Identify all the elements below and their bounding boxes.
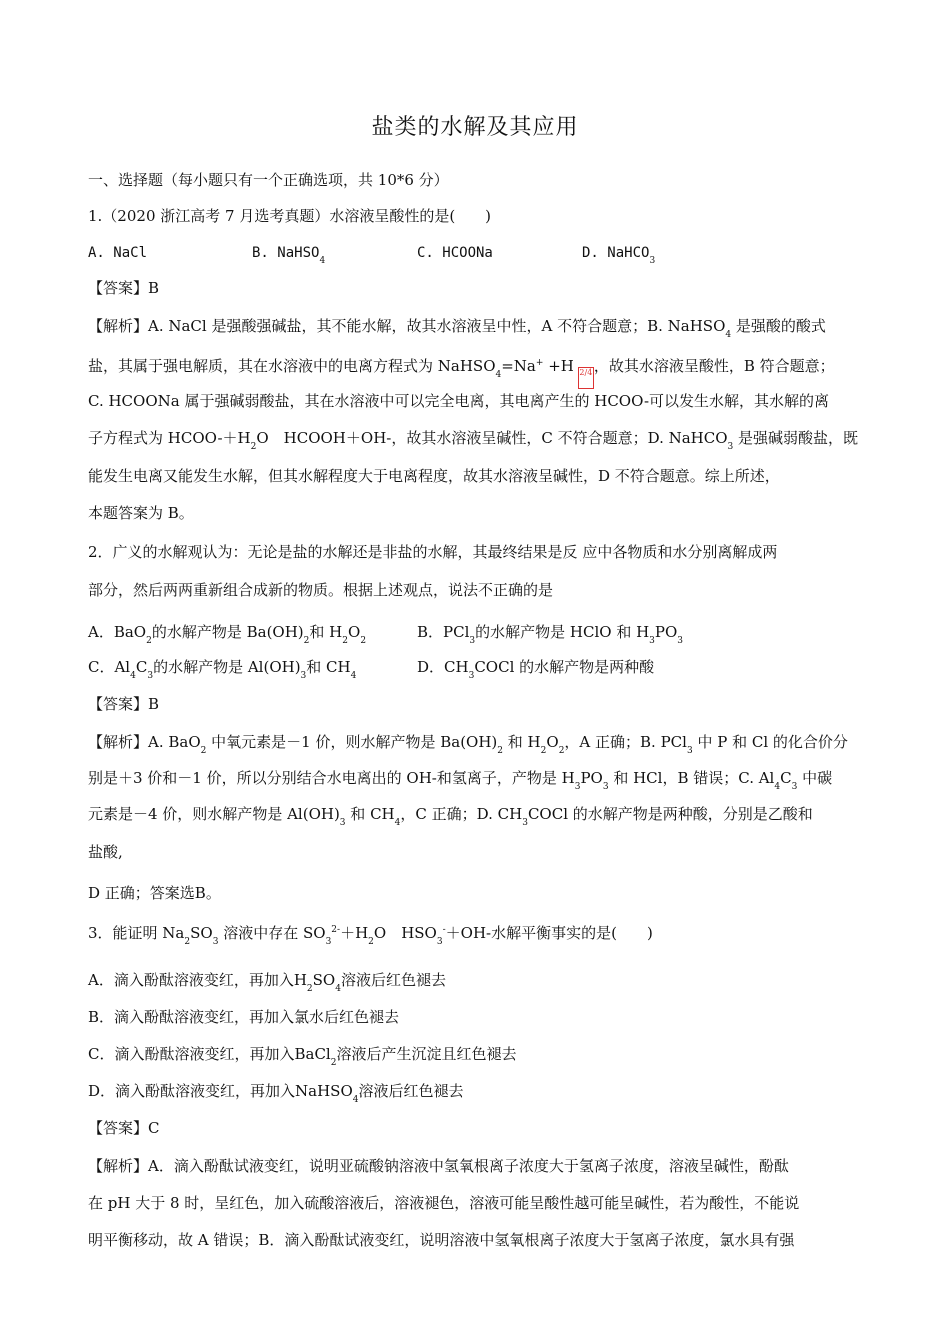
q1-option-d: D. NaHCO$_3$ xyxy=(582,245,656,266)
q1-option-b: B. NaHSO$_4$ xyxy=(252,245,326,266)
q1-option-a: A. NaCl xyxy=(88,245,148,261)
q2-answer: 【答案】B xyxy=(88,695,160,713)
inline-formula-image: 2/4 xyxy=(578,367,594,389)
q1-explanation-line-2: 盐，其属于强电解质，其在水溶液中的电离方程式为 NaHSO$_4$=Na+ +H 2/4 ，故其水溶液呈酸性，B 符合题意； xyxy=(88,353,835,389)
q1-explanation-line-3: C. HCOONa 属于强碱弱酸盐，其在水溶液中可以完全电离，其电离产生的 HCOO-可以发生水解，其水解的离 xyxy=(88,392,830,410)
q3-explanation-line-3: 明平衡移动，故 A 错误；B．滴入酚酞试液变红，说明溶液中氢氧根离子浓度大于氢离子浓度，氯水具有强 xyxy=(88,1231,795,1249)
q3-option-c: C．滴入酚酞溶液变红，再加入BaCl$_2$溶液后产生沉淀且红色褪去 xyxy=(88,1045,517,1068)
section-heading: 一、选择题（每小题只有一个正确选项，共 10*6 分） xyxy=(88,171,449,189)
q2-explanation-line-3: 元素是－4 价，则水解产物是 $Al(OH)_3$ 和 $CH_4$，C 正确；D. $CH_3COCl$ 的水解产物是两种酸，分别是乙酸和 xyxy=(88,805,813,828)
q2-explanation-line-4: 盐酸, xyxy=(88,843,123,861)
q2-explanation-line-2: 别是＋3 价和－1 价，所以分别结合水电离出的 OH-和氢离子，产物是 $H_3PO_3$ 和 HCl，B 错误；C. $Al_4C_3$ 中碳 xyxy=(88,769,833,792)
q1-answer: 【答案】B xyxy=(88,279,160,297)
q2-stem-line-1: 2．广义的水解观认为：无论是盐的水解还是非盐的水解，其最终结果是反 应中各物质和水分别离解成两 xyxy=(88,543,778,561)
q2-stem-line-2: 部分，然后两两重新组合成新的物质。根据上述观点，说法不正确的是 xyxy=(88,581,554,599)
q1-explanation-line-4: 子方程式为 HCOO-$+H_2O$ HCOOH＋OH-，故其水溶液呈碱性，C 不符合题意；D. NaHCO$_3$ 是强碱弱酸盐，既 xyxy=(88,429,859,452)
q1-explanation-line-1: 【解析】A. NaCl 是强酸强碱盐，其不能水解，故其水溶液呈中性，A 不符合题意；B. NaHSO$_4$ 是强酸的酸式 xyxy=(88,317,826,340)
q1-explanation-line-5: 能发生电离又能发生水解，但其水解程度大于电离程度，故其水溶液呈碱性，D 不符合题意。综上所述， xyxy=(88,467,780,485)
q2-option-c: C．$Al_4C_3$的水解产物是 $Al(OH)_3$和 $CH_4$ xyxy=(88,658,357,681)
q3-explanation-line-2: 在 pH 大于 8 时，呈红色，加入硫酸溶液后，溶液褪色，溶液可能呈酸性越可能呈碱性，若为酸性，不能说 xyxy=(88,1194,800,1212)
q3-option-a: A．滴入酚酞溶液变红，再加入$H_2SO_4$溶液后红色褪去 xyxy=(88,971,446,994)
page-title: 盐类的水解及其应用 xyxy=(371,115,579,140)
q3-option-b: B．滴入酚酞溶液变红，再加入氯水后红色褪去 xyxy=(88,1008,400,1026)
q3-stem: 3．能证明 $Na_2SO_3$ 溶液中存在 $SO_3^{2-}+H_2O$ $HSO_3^-+OH-$水解平衡事实的是( ) xyxy=(88,924,653,947)
q3-answer: 【答案】C xyxy=(88,1119,160,1137)
q1-explanation-line-6: 本题答案为 B。 xyxy=(88,504,194,522)
q2-explanation-line-1: 【解析】A. BaO$_2$ 中氧元素是－1 价，则水解产物是 $Ba(OH)_2$ 和 $H_2O_2$，A 正确；B. PCl$_3$ 中 P 和 Cl 的化合价分 xyxy=(88,733,848,756)
q2-option-b: B．PCl$_3$的水解产物是 HClO 和 $H_3PO_3$ xyxy=(417,623,684,646)
q3-explanation-line-1: 【解析】A．滴入酚酞试液变红，说明亚硫酸钠溶液中氢氧根离子浓度大于氢离子浓度，溶液呈碱性，酚酞 xyxy=(88,1157,789,1175)
q2-option-a: A．BaO$_2$的水解产物是 $Ba(OH)_2$和 $H_2O_2$ xyxy=(88,623,367,646)
q3-option-d: D．滴入酚酞溶液变红，再加入NaHSO$_4$溶液后红色褪去 xyxy=(88,1082,464,1105)
q2-option-d: D．$CH_3COCl$ 的水解产物是两种酸 xyxy=(417,658,655,681)
q1-option-c: C. HCOONa xyxy=(417,245,493,261)
q2-explanation-line-5: D 正确；答案选B。 xyxy=(88,884,221,902)
q1-stem: 1.（2020 浙江高考 7 月选考真题）水溶液呈酸性的是( ) xyxy=(88,207,492,225)
